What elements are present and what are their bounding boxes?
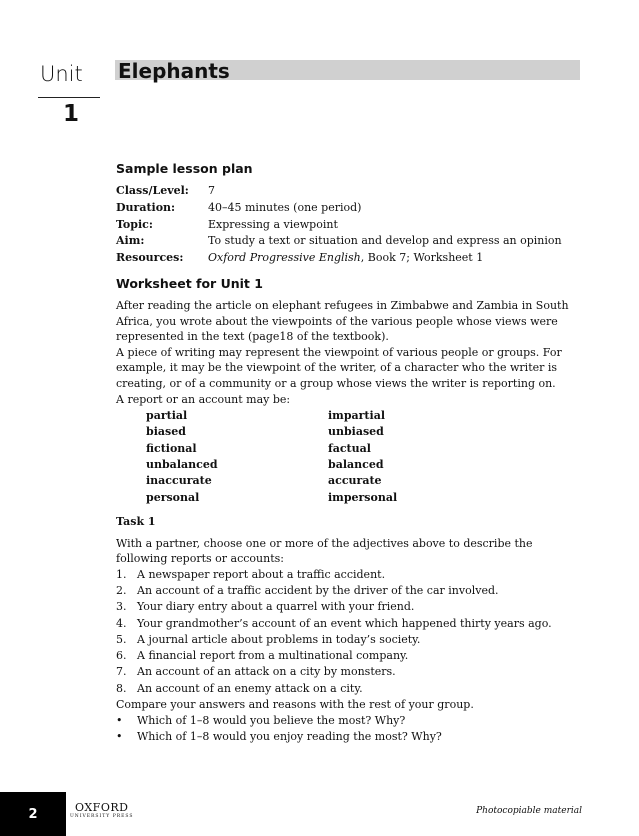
page-number-box [0, 792, 66, 836]
adjective-right: balanced [328, 458, 384, 472]
bullet-icon: • [116, 729, 123, 743]
bullet-item [116, 713, 586, 729]
adjective-right: unbiased [328, 425, 384, 439]
adjective-pair [146, 490, 586, 506]
list-item [116, 664, 586, 680]
list-number: 2. [116, 584, 127, 597]
lesson-plan-table [116, 183, 586, 267]
plan-label: Duration: [116, 200, 176, 214]
plan-label: Class/Level: [116, 184, 189, 197]
plan-label: Topic: [116, 217, 153, 231]
adjective-pair [146, 441, 586, 457]
task-list [116, 567, 586, 697]
plan-value [208, 250, 586, 267]
list-text: An account of a traffic accident by the driver of the car involved. [137, 584, 499, 597]
task-intro: With a partner, choose one or more of the adjectives above to describe the following reports or accounts: [116, 536, 533, 566]
list-text: An account of an attack on a city by monsters. [137, 665, 396, 679]
plan-row-resources [116, 250, 586, 267]
list-number: 7. [116, 665, 127, 679]
list-text: A financial report from a multinational company. [137, 649, 409, 663]
adjective-left: inaccurate [146, 474, 212, 488]
list-item [116, 567, 586, 583]
list-text: Your diary entry about a quarrel with your friend. [137, 600, 415, 614]
adjective-left: unbalanced [146, 458, 218, 472]
list-item [116, 599, 586, 615]
list-number: 6. [116, 649, 127, 663]
list-number: 5. [116, 632, 127, 646]
adjective-pair [146, 424, 586, 440]
bullet-item [116, 729, 586, 745]
worksheet-paragraph: A report or an account may be: [116, 392, 291, 406]
adjective-left: personal [146, 490, 200, 504]
adjective-pair [146, 473, 586, 489]
bullet-text: Which of 1–8 would you believe the most? Why? [137, 713, 406, 727]
unit-number: 1 [63, 101, 80, 127]
list-item [116, 681, 586, 697]
publisher-logo [70, 801, 133, 819]
bullet-text: Which of 1–8 would you enjoy reading the most? Why? [137, 729, 442, 743]
unit-rule [38, 97, 100, 98]
lesson-plan-heading: Sample lesson plan [116, 161, 253, 176]
adjective-right: accurate [328, 474, 382, 488]
plan-label: Aim: [116, 234, 145, 248]
list-number: 3. [116, 600, 127, 614]
list-number: 8. [116, 681, 127, 695]
bullet-icon: • [116, 713, 123, 727]
list-item [116, 616, 586, 632]
adjective-left: partial [146, 409, 188, 423]
main-content [116, 161, 586, 745]
task-label: Task 1 [116, 514, 156, 528]
bullet-list [116, 713, 586, 746]
list-number: 4. [116, 616, 127, 630]
page-number: 2 [28, 806, 38, 822]
list-number: 1. [116, 567, 127, 581]
page-title: Elephants [118, 59, 230, 83]
adjective-pair [146, 408, 586, 424]
list-text: Your grandmother’s account of an event which happened thirty years ago. [137, 616, 552, 630]
publisher-name: OXFORD [75, 801, 129, 814]
list-item [116, 632, 586, 648]
adjective-pair-list [146, 408, 586, 506]
plan-row [116, 217, 586, 234]
plan-value: To study a text or situation and develop and express an opinion [208, 234, 562, 248]
adjective-right: factual [328, 441, 371, 455]
compare-text: Compare your answers and reasons with the rest of your group. [116, 698, 474, 712]
unit-word: Unit [40, 62, 83, 86]
list-item [116, 583, 586, 599]
adjective-pair [146, 457, 586, 473]
plan-label: Resources: [116, 251, 184, 265]
plan-row [116, 200, 586, 217]
adjective-right: impersonal [328, 490, 398, 504]
plan-row [116, 183, 586, 200]
resources-rest: , Book 7; Worksheet 1 [360, 251, 484, 265]
plan-value: 40–45 minutes (one period) [208, 200, 362, 214]
worksheet-paragraph: A piece of writing may represent the viewpoint of various people or groups. For example, it may be the viewpoint of the writer, of a character who the writer is creating, or of a community or a group whose views the writer is reporting on. [116, 345, 562, 390]
worksheet-paragraph: After reading the article on elephant refugees in Zimbabwe and Zambia in South Africa, you wrote about the viewpoints of the various people whose views were represented in the text (page18 of the textbook). [116, 298, 569, 344]
plan-row [116, 233, 586, 250]
adjective-left: biased [146, 425, 186, 439]
plan-value: 7 [208, 184, 215, 197]
list-text: An account of an enemy attack on a city. [137, 681, 363, 695]
book-title: Oxford Progressive English [208, 251, 361, 265]
list-text: A journal article about problems in today’s society. [137, 632, 421, 646]
adjective-right: impartial [328, 409, 385, 423]
list-item [116, 648, 586, 664]
plan-value: Expressing a viewpoint [208, 217, 338, 231]
worksheet-heading: Worksheet for Unit 1 [116, 275, 263, 291]
photocopiable-note: Photocopiable material [476, 806, 582, 816]
list-text: A newspaper report about a traffic accident. [137, 567, 386, 581]
publisher-sub: UNIVERSITY PRESS [70, 814, 134, 819]
adjective-left: fictional [146, 441, 197, 455]
